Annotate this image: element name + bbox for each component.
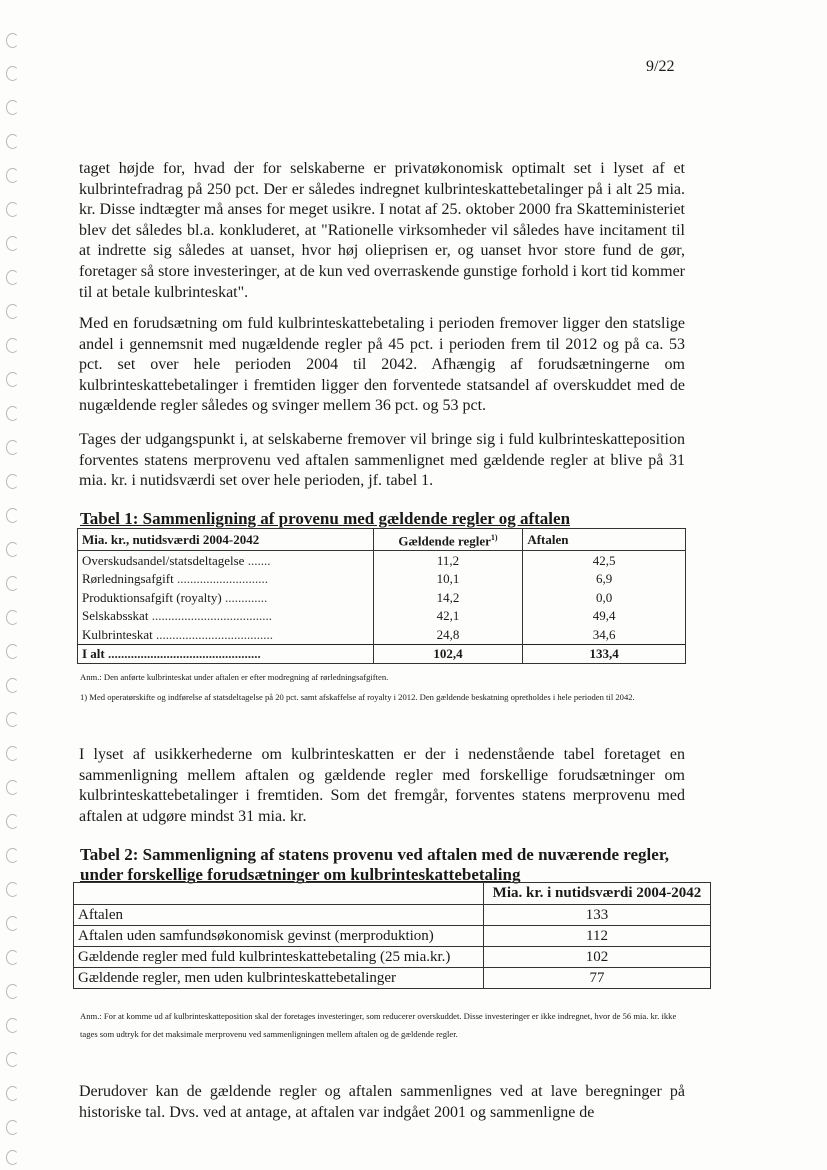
table1-header-current-text: Gældende regler [398,533,491,549]
punch-hole [6,984,19,999]
row-label [78,625,374,644]
binder-punch-holes [2,0,24,1170]
row-label [78,588,374,607]
row-label: Gældende regler, men uden kulbrinteskattebetalinger [74,968,484,989]
row-value: 77 [484,968,711,989]
table-row [74,905,711,926]
row-current: 11,2 [373,551,523,570]
punch-hole [6,678,19,693]
punch-hole [6,236,19,251]
leader-dots: ..................................... [148,608,272,624]
row-current: 42,1 [373,607,523,626]
row-label-text: Selskabsskat [82,608,149,624]
table-row [78,607,686,626]
footnote-marker: 1) [490,533,498,542]
punch-hole [6,1150,19,1165]
punch-hole [6,576,19,591]
total-agreement: 133,4 [523,644,686,664]
paragraph-3: Tages der udgangspunkt i, at selskaberne fremover vil bringe sig i fuld kulbrinteskatteposition forventes statens merprovenu ved aftalen sammenlignet med gældende regler at blive på 31 mia. kr. i nutidsværdi set over hele perioden, jf. tabel 1. [79,431,685,490]
row-label [78,551,374,570]
total-current: 102,4 [373,644,523,664]
paragraph-4: I lyset af usikkerhederne om kulbrinteskatten er der i nedenstående tabel foretaget en sammenligning mellem aftalen og gældende regler med forskellige forudsætninger om kulbrinteskattebetalinger i fremtiden. Som det fremgår, forventes statens merprovenu med aftalen at udgøre mindst 31 mia. kr. [79,746,685,825]
row-value: 112 [484,926,711,947]
table1-footnote: 1) Med operatørskifte og indførelse af statsdeltagelse på 20 pct. samt afskaffelse af royalty i 2012. Den gældende beskatning opretholdes i hele perioden til 2042. [80,692,635,702]
row-agreement: 42,5 [523,551,686,570]
paragraph-5: Derudover kan de gældende regler og aftalen sammenlignes ved at lave beregninger på historiske tal. Dvs. ved at antage, at aftalen var indgået 2001 og sammenligne de [79,1083,685,1121]
table1-note: Anm.: Den anførte kulbrinteskat under aftalen er efter modregning af rørledningsafgiften. [80,672,389,682]
punch-hole [6,474,19,489]
punch-hole [6,882,19,897]
row-label: Aftalen uden samfundsøkonomisk gevinst (merproduktion) [74,926,484,947]
page-number: 9/22 [646,58,675,75]
punch-hole [6,440,19,455]
paragraph-2: Med en forudsætning om fuld kulbrinteskattebetaling i perioden fremover ligger den statslige andel i gennemsnit med nugældende regler på 45 pct. i perioden frem til 2012 og på ca. 53 pct. set over hele perioden 2004 til 2042. Afhængig af forudsætningerne om kulbrinteskattebetalinger i fremtiden ligger den forventede statsandel af overskuddet med de nugældende regler således og svinger mellem 36 pct. og 53 pct. [79,315,685,415]
row-agreement: 6,9 [523,570,686,589]
punch-hole [6,1018,19,1033]
table-row [78,570,686,589]
table-row [78,551,686,570]
punch-hole [6,814,19,829]
table-row [74,926,711,947]
row-value: 133 [484,905,711,926]
table1-header-row [78,529,686,551]
row-current: 24,8 [373,625,523,644]
row-label: Aftalen [74,905,484,926]
punch-hole [6,270,19,285]
row-agreement: 34,6 [523,625,686,644]
row-value: 102 [484,947,711,968]
paragraph-1: taget højde for, hvad der for selskaberne er privatøkonomisk optimalt set i lyset af et kulbrintefradrag på 250 pct. Der er således indregnet kulbrinteskattebetalinger på i alt 25 mia. kr. Disse indtægter må anses for meget usikre. I notat af 25. oktober 2000 fra Skatteministeriet blev det således bl.a. konkluderet, at "Rationelle virksomheder vil således have incitament til at indrette sig således at uanset, hvor høj olieprisen er, og uanset hvor store fund de gør, foretager så store investeringer, at de kun ved overraskende gunstige forhold i kort tid kommer til at betale kulbrinteskat". [79,160,685,301]
punch-hole [6,848,19,863]
punch-hole [6,508,19,523]
table-row [74,947,711,968]
table1-title [80,509,570,529]
punch-hole [6,202,19,217]
row-current: 10,1 [373,570,523,589]
punch-hole [6,746,19,761]
punch-hole [6,338,19,353]
table2-header-row [74,883,711,905]
table1-header-label: Mia. kr., nutidsværdi 2004-2042 [78,529,374,551]
table1-header-agreement: Aftalen [523,529,686,551]
row-label [78,607,374,626]
leader-dots: ............................ [173,571,268,587]
punch-hole [6,66,19,81]
table2-header-empty [74,883,484,905]
leader-dots: .................................... [152,626,274,642]
table1-header-current [373,529,523,551]
total-label [78,644,374,664]
table1 [77,528,686,664]
leader-dots: ............................................... [104,646,261,662]
table-row [78,588,686,607]
punch-hole [6,168,19,183]
table2-note: Anm.: For at komme ud af kulbrinteskatteposition skal der foretages investeringer, som reducerer overskuddet. Disse investeringer er ikke indregnet, hvor de 56 mia. kr. ikke tages som udtryk for det maksimale merprovenu ved sammenligningen mellem aftalen og de gældende regler. [80,1011,677,1039]
table1-total-row [78,644,686,664]
total-label-text: I alt [82,646,105,662]
punch-hole [6,406,19,421]
table-row [74,968,711,989]
punch-hole [6,712,19,727]
punch-hole [6,304,19,319]
punch-hole [6,372,19,387]
punch-hole [6,1120,19,1135]
punch-hole [6,780,19,795]
punch-hole [6,134,19,149]
punch-hole [6,542,19,557]
punch-hole [6,916,19,931]
row-label-text: Kulbrinteskat [82,626,153,642]
punch-hole [6,33,19,48]
row-label-text: Produktionsafgift (royalty) [82,589,222,605]
row-agreement: 0,0 [523,588,686,607]
row-label: Gældende regler med fuld kulbrinteskattebetaling (25 mia.kr.) [74,947,484,968]
table2-header-value: Mia. kr. i nutidsværdi 2004-2042 [484,883,711,905]
row-label [78,570,374,589]
leader-dots: ....... [244,552,271,568]
punch-hole [6,610,19,625]
row-label-text: Rørledningsafgift [82,571,174,587]
leader-dots: ............. [221,589,268,605]
row-agreement: 49,4 [523,607,686,626]
table2-title [80,845,669,885]
punch-hole [6,644,19,659]
punch-hole [6,1086,19,1101]
table2-title-line2: under forskellige forudsætninger om kulbrinteskattebetaling [80,865,521,884]
table-row [78,625,686,644]
row-label-text: Overskudsandel/statsdeltagelse [82,552,245,568]
punch-hole [6,1052,19,1067]
punch-hole [6,100,19,115]
table1-title-text: Tabel 1: Sammenligning af provenu med gældende regler og aftalen [80,509,571,528]
row-current: 14,2 [373,588,523,607]
punch-hole [6,950,19,965]
table2-title-line1: Tabel 2: Sammenligning af statens provenu ved aftalen med de nuværende regler, [80,845,670,864]
table2 [73,882,711,989]
